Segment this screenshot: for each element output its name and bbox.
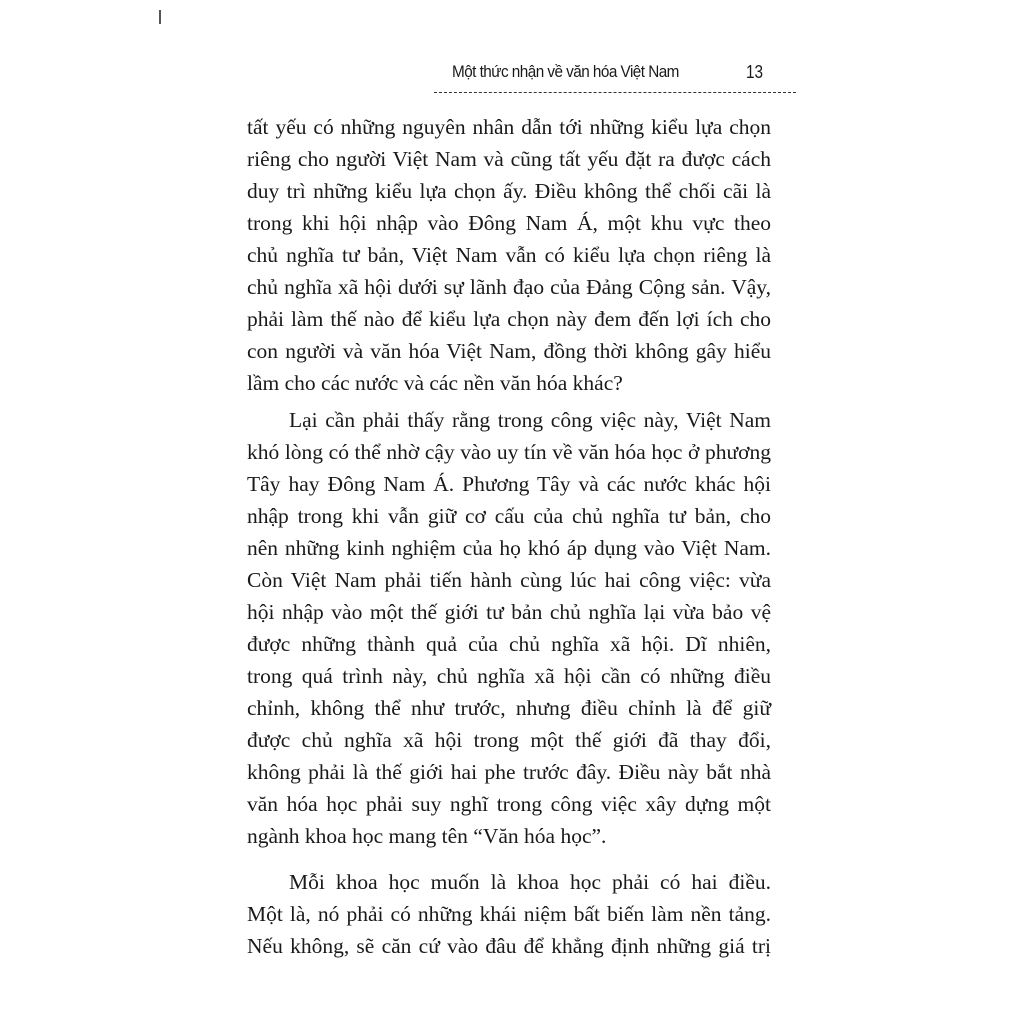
running-title: Một thức nhận về văn hóa Việt Nam <box>452 62 679 81</box>
paragraph-line <box>247 758 771 786</box>
line-text: không phải là thế giới hai phe trước đây. Điều này bắt nhà <box>247 760 771 784</box>
line-text: riêng cho người Việt Nam và cũng tất yếu đặt ra được cách <box>247 147 771 171</box>
paragraph-line <box>247 598 771 626</box>
line-text: được chủ nghĩa xã hội trong một thế giới đã thay đổi, <box>247 728 771 752</box>
line-text: chủ nghĩa xã hội dưới sự lãnh đạo của Đảng Cộng sản. Vậy, <box>247 275 771 299</box>
line-text: trong khi hội nhập vào Đông Nam Á, một khu vực theo <box>247 211 771 235</box>
paragraph-line <box>247 566 771 594</box>
paragraph-line <box>247 241 771 269</box>
paragraph-line <box>247 470 771 498</box>
line-text: Tây hay Đông Nam Á. Phương Tây và các nước khác hội <box>247 472 771 496</box>
line-text: trong quá trình này, chủ nghĩa xã hội cần có những điều <box>247 664 771 688</box>
line-text: chủ nghĩa tư bản, Việt Nam vẫn có kiểu lựa chọn riêng là <box>247 243 771 267</box>
paragraph-line <box>247 868 771 896</box>
paragraph-line <box>247 790 771 818</box>
line-text: hội nhập vào một thế giới tư bản chủ nghĩa lại vừa bảo vệ <box>247 600 771 624</box>
page-number: 13 <box>746 62 764 82</box>
paragraph-line <box>247 662 771 690</box>
line-text: tất yếu có những nguyên nhân dẫn tới những kiểu lựa chọn <box>247 115 771 139</box>
line-text: phải làm thế nào để kiểu lựa chọn này đem đến lợi ích cho <box>247 307 771 331</box>
line-text: Mỗi khoa học muốn là khoa học phải có hai điều. <box>289 870 771 894</box>
paragraph-line <box>247 900 771 928</box>
line-text: Lại cần phải thấy rằng trong công việc này, Việt Nam <box>289 408 771 432</box>
paragraph-line <box>247 502 771 530</box>
paragraph-line <box>247 406 771 434</box>
line-text: chỉnh, không thể như trước, nhưng điều chỉnh là để giữ <box>247 696 771 720</box>
header-dashed-rule <box>434 92 796 93</box>
line-text: văn hóa học phải suy nghĩ trong công việc xây dựng một <box>247 792 771 816</box>
paragraph-line <box>247 726 771 754</box>
line-text: lầm cho các nước và các nền văn hóa khác? <box>247 371 623 395</box>
line-text: duy trì những kiểu lựa chọn ấy. Điều không thể chối cãi là <box>247 179 771 203</box>
paragraph-line <box>247 630 771 658</box>
paragraph-line <box>247 273 771 301</box>
paragraph-line <box>247 209 771 237</box>
paragraph-line <box>247 145 771 173</box>
paragraph-line <box>247 369 771 397</box>
line-text: Còn Việt Nam phải tiến hành cùng lúc hai công việc: vừa <box>247 568 771 592</box>
line-text: Nếu không, sẽ căn cứ vào đâu để khẳng định những giá trị <box>247 934 771 958</box>
line-text: ngành khoa học mang tên “Văn hóa học”. <box>247 824 607 848</box>
line-text: được những thành quả của chủ nghĩa xã hội. Dĩ nhiên, <box>247 632 771 656</box>
paragraph-line <box>247 534 771 562</box>
line-text: nên những kinh nghiệm của họ khó áp dụng vào Việt Nam. <box>247 536 771 560</box>
line-text: khó lòng có thể nhờ cậy vào uy tín về văn hóa học ở phương <box>247 440 771 464</box>
paragraph-line <box>247 694 771 722</box>
paragraph-line <box>247 305 771 333</box>
line-text: nhập trong khi vẫn giữ cơ cấu của chủ nghĩa tư bản, cho <box>247 504 771 528</box>
line-text: Một là, nó phải có những khái niệm bất biến làm nền tảng. <box>247 902 771 926</box>
paragraph-line <box>247 822 771 850</box>
paragraph-line <box>247 177 771 205</box>
paragraph-line <box>247 438 771 466</box>
paragraph-line <box>247 337 771 365</box>
paragraph-line <box>247 113 771 141</box>
scan-edge-mark <box>159 10 161 24</box>
paragraph-line <box>247 932 771 960</box>
running-header <box>440 62 770 88</box>
line-text: con người và văn hóa Việt Nam, đồng thời không gây hiểu <box>247 339 771 363</box>
